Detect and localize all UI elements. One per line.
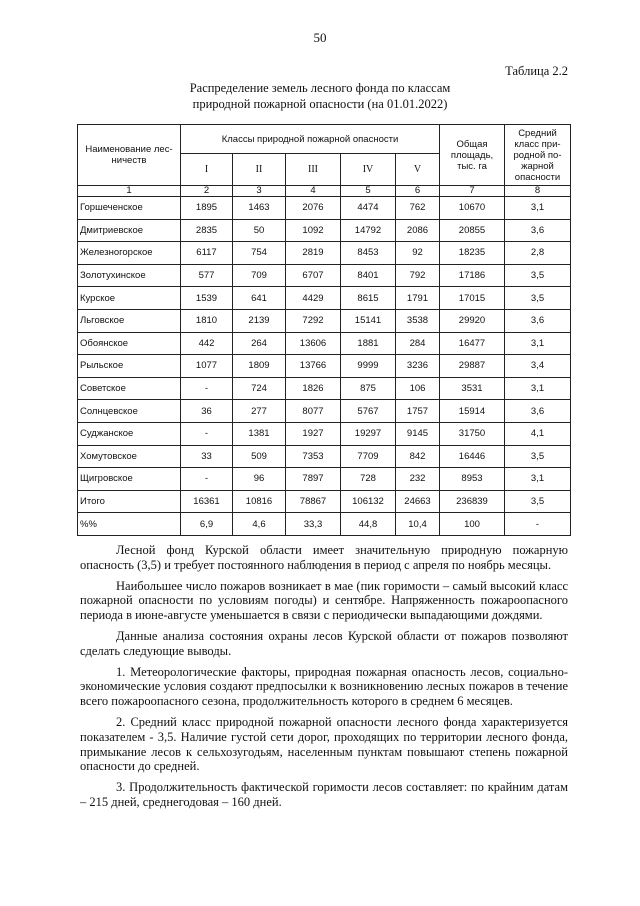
row-value: -: [181, 377, 233, 400]
table-row: [78, 242, 571, 265]
paragraph: Лесной фонд Курской области имеет значительную природную пожарную опасность (3,5) и требует постоянного наблюдения в период с апреля по ноябрь месяцы.: [80, 543, 568, 572]
row-value: 7353: [286, 445, 341, 468]
row-value: 78867: [286, 490, 341, 513]
column-number: 8: [505, 186, 571, 197]
table-row: [78, 309, 571, 332]
row-value: 1927: [286, 422, 341, 445]
row-value: 31750: [440, 422, 505, 445]
row-value: 16446: [440, 445, 505, 468]
row-value: 13766: [286, 355, 341, 378]
row-value: 1809: [233, 355, 286, 378]
paragraph: 1. Метеорологические факторы, природная пожарная опасность лесов, социально-экономические условия создают предпосылки к возникновению лесных пожаров в течение всего пожароопасного сезона, продолжительность которого в среднем 6 месяцев.: [80, 664, 568, 709]
header-class-4: IV: [341, 154, 396, 186]
row-name: Горшеченское: [78, 197, 181, 220]
page-number: 50: [313, 30, 327, 45]
row-value: 10816: [233, 490, 286, 513]
row-value: 8401: [341, 264, 396, 287]
row-value: 6707: [286, 264, 341, 287]
row-value: 1810: [181, 309, 233, 332]
row-value: 1463: [233, 197, 286, 220]
row-value: 264: [233, 332, 286, 355]
row-name: Железногорское: [78, 242, 181, 265]
row-value: 3,6: [505, 219, 571, 242]
row-value: 44,8: [341, 513, 396, 536]
header-avg-class: Средний класс при-родной по-жарной опасности: [505, 125, 571, 186]
row-value: 8077: [286, 400, 341, 423]
row-value: 36: [181, 400, 233, 423]
table-row: [78, 377, 571, 400]
row-value: 7292: [286, 309, 341, 332]
row-name: Советское: [78, 377, 181, 400]
row-value: 728: [341, 468, 396, 491]
row-value: 442: [181, 332, 233, 355]
table-row: [78, 445, 571, 468]
row-value: 33: [181, 445, 233, 468]
row-value: 2835: [181, 219, 233, 242]
row-value: 14792: [341, 219, 396, 242]
row-name: Обоянское: [78, 332, 181, 355]
row-value: 6,9: [181, 513, 233, 536]
table-title-line-2: природной пожарной опасности (на 01.01.2022): [192, 97, 448, 111]
row-value: 236839: [440, 490, 505, 513]
row-value: 4,1: [505, 422, 571, 445]
header-area: Общая площадь, тыс. га: [440, 125, 505, 186]
row-value: 3,5: [505, 287, 571, 310]
row-value: 6117: [181, 242, 233, 265]
row-value: 29920: [440, 309, 505, 332]
row-value: 3,4: [505, 355, 571, 378]
row-name: Итого: [78, 490, 181, 513]
row-name: Рыльское: [78, 355, 181, 378]
row-value: 641: [233, 287, 286, 310]
row-value: 96: [233, 468, 286, 491]
row-value: 1791: [396, 287, 440, 310]
row-name: Золотухинское: [78, 264, 181, 287]
column-number: 2: [181, 186, 233, 197]
row-value: 33,3: [286, 513, 341, 536]
row-value: 3,1: [505, 197, 571, 220]
table-title: [0, 80, 640, 112]
table-row: [78, 197, 571, 220]
row-value: 29887: [440, 355, 505, 378]
row-value: 3,5: [505, 445, 571, 468]
table-row: [78, 400, 571, 423]
row-name: Солнцевское: [78, 400, 181, 423]
row-value: 8615: [341, 287, 396, 310]
row-value: 10670: [440, 197, 505, 220]
row-value: 7709: [341, 445, 396, 468]
row-value: 50: [233, 219, 286, 242]
row-value: 509: [233, 445, 286, 468]
row-value: 3531: [440, 377, 505, 400]
table-row: [78, 422, 571, 445]
row-name: Щигровское: [78, 468, 181, 491]
row-value: 3538: [396, 309, 440, 332]
table-label: Таблица 2.2: [505, 64, 568, 78]
row-value: 2076: [286, 197, 341, 220]
row-value: 3,5: [505, 264, 571, 287]
row-value: 1381: [233, 422, 286, 445]
body-text: [80, 543, 568, 816]
column-number: 7: [440, 186, 505, 197]
row-name: %%: [78, 513, 181, 536]
row-value: 1895: [181, 197, 233, 220]
fire-danger-table: [77, 124, 571, 536]
column-number-row: [78, 186, 571, 197]
paragraph: Данные анализа состояния охраны лесов Курской области от пожаров позволяют сделать следующие выводы.: [80, 628, 568, 658]
column-number: 5: [341, 186, 396, 197]
row-value: 2086: [396, 219, 440, 242]
row-value: 8953: [440, 468, 505, 491]
row-value: 2139: [233, 309, 286, 332]
row-value: 5767: [341, 400, 396, 423]
table-header-row: [78, 125, 571, 154]
table-row: [78, 332, 571, 355]
table-row: [78, 219, 571, 242]
paragraph: 2. Средний класс природной пожарной опасности лесного фонда характеризуется показателем - 3,5. Наличие густой сети дорог, проходящих по территории лесного фонда, примыкание лесов к сельхозугодьям, населенным пунктам повышают степень пожарной опасности до средней.: [80, 714, 568, 774]
row-value: 1539: [181, 287, 233, 310]
paragraph: Наибольшее число пожаров возникает в мае (пик горимости – самый высокий класс пожарной опасности по условиям погоды) и сентябре. Напряженность пожароопасного периода в июне-августе уменьшается в связи с периодически выпадающими дождями.: [80, 578, 568, 623]
row-value: 232: [396, 468, 440, 491]
row-value: 4474: [341, 197, 396, 220]
column-number: 3: [233, 186, 286, 197]
row-value: 16477: [440, 332, 505, 355]
header-classes: Классы природной пожарной опасности: [181, 125, 440, 154]
row-value: 17186: [440, 264, 505, 287]
row-value: -: [181, 422, 233, 445]
table-body: [78, 197, 571, 536]
row-value: 7897: [286, 468, 341, 491]
row-value: 875: [341, 377, 396, 400]
row-value: 3,1: [505, 468, 571, 491]
row-value: 17015: [440, 287, 505, 310]
row-value: 3,1: [505, 332, 571, 355]
row-value: 9145: [396, 422, 440, 445]
row-value: 106: [396, 377, 440, 400]
row-value: 15141: [341, 309, 396, 332]
table-row: [78, 287, 571, 310]
row-value: 3,6: [505, 400, 571, 423]
row-name: Курское: [78, 287, 181, 310]
row-value: 13606: [286, 332, 341, 355]
table-row: [78, 264, 571, 287]
row-value: 24663: [396, 490, 440, 513]
table-row: [78, 355, 571, 378]
row-value: 9999: [341, 355, 396, 378]
row-value: 10,4: [396, 513, 440, 536]
header-name: Наименование лес-ничеств: [78, 125, 181, 186]
row-value: 1757: [396, 400, 440, 423]
row-value: 16361: [181, 490, 233, 513]
row-value: 19297: [341, 422, 396, 445]
row-value: 2,8: [505, 242, 571, 265]
row-value: 15914: [440, 400, 505, 423]
row-value: 3,1: [505, 377, 571, 400]
header-class-1: I: [181, 154, 233, 186]
row-value: 3,6: [505, 309, 571, 332]
row-value: 8453: [341, 242, 396, 265]
row-value: 792: [396, 264, 440, 287]
row-value: 842: [396, 445, 440, 468]
table-title-line-1: Распределение земель лесного фонда по классам: [189, 81, 451, 95]
column-number: 4: [286, 186, 341, 197]
row-value: -: [505, 513, 571, 536]
row-value: 100: [440, 513, 505, 536]
row-value: 1826: [286, 377, 341, 400]
row-value: 3,5: [505, 490, 571, 513]
column-number: 1: [78, 186, 181, 197]
header-class-3: III: [286, 154, 341, 186]
header-class-5: V: [396, 154, 440, 186]
table-row: [78, 513, 571, 536]
row-value: 1881: [341, 332, 396, 355]
row-value: 284: [396, 332, 440, 355]
row-value: 18235: [440, 242, 505, 265]
row-value: 4429: [286, 287, 341, 310]
row-name: Льговское: [78, 309, 181, 332]
row-value: 106132: [341, 490, 396, 513]
row-name: Суджанское: [78, 422, 181, 445]
row-value: 709: [233, 264, 286, 287]
column-number: 6: [396, 186, 440, 197]
row-value: 724: [233, 377, 286, 400]
row-value: 1092: [286, 219, 341, 242]
row-value: 1077: [181, 355, 233, 378]
table-row: [78, 490, 571, 513]
row-value: 277: [233, 400, 286, 423]
paragraph: 3. Продолжительность фактической горимости лесов составляет: по крайним датам – 215 дней, среднегодовая – 160 дней.: [80, 780, 568, 809]
row-value: 3236: [396, 355, 440, 378]
row-value: 762: [396, 197, 440, 220]
table-row: [78, 468, 571, 491]
row-value: 2819: [286, 242, 341, 265]
row-value: 92: [396, 242, 440, 265]
row-value: 4,6: [233, 513, 286, 536]
row-value: 20855: [440, 219, 505, 242]
row-value: 577: [181, 264, 233, 287]
header-class-2: II: [233, 154, 286, 186]
row-name: Хомутовское: [78, 445, 181, 468]
row-value: 754: [233, 242, 286, 265]
row-value: -: [181, 468, 233, 491]
row-name: Дмитриевское: [78, 219, 181, 242]
